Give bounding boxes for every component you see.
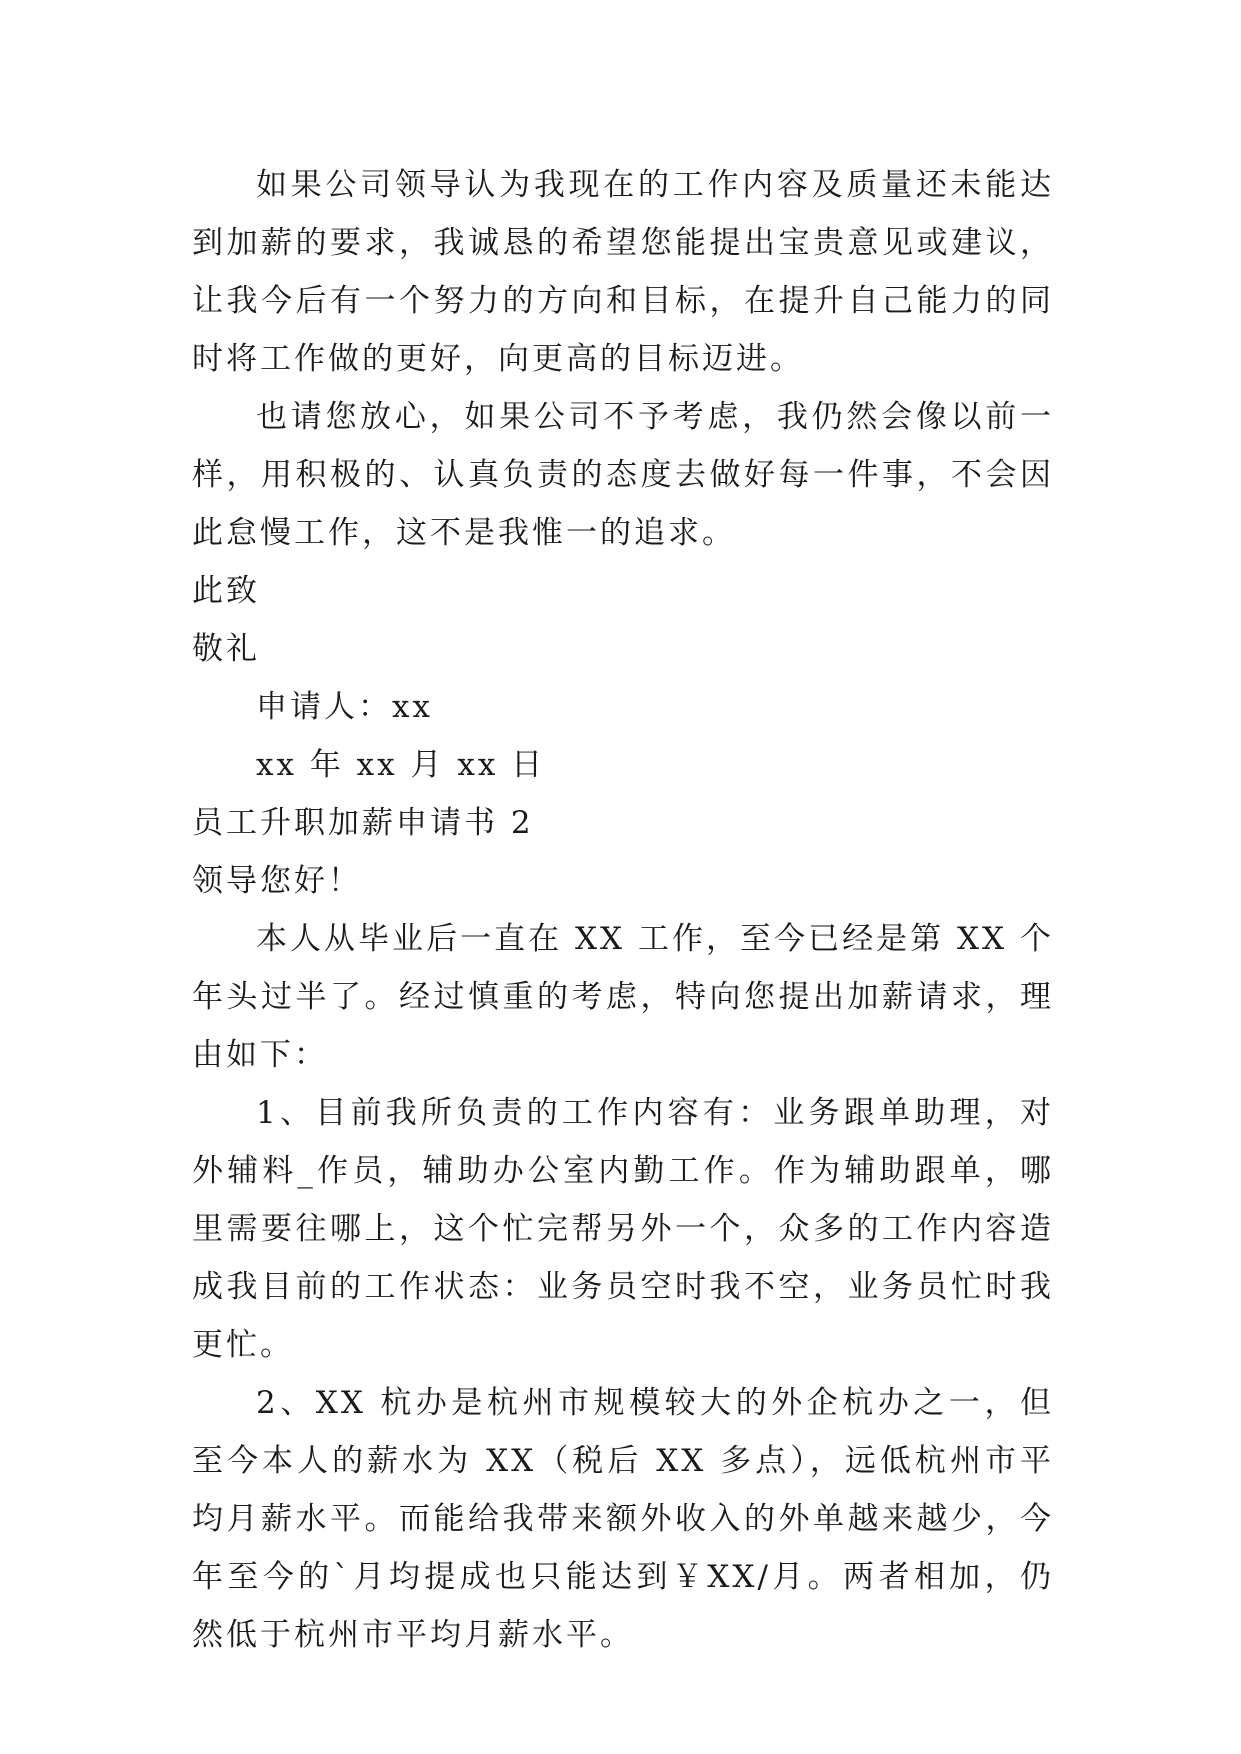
greeting: 领导您好！ xyxy=(192,863,362,899)
closing-regards: 敬礼 xyxy=(192,631,260,667)
signature-date: xx 年 xx 月 xx 日 xyxy=(256,747,546,783)
paragraph-feedback-request: 如果公司领导认为我现在的工作内容及质量还未能达到加薪的要求，我诚恳的希望您能提出宝贵意见或建议，让我今后有一个努力的方向和目标，在提升自己能力的同时将工作做的更好，向更高的目标迈进。 xyxy=(192,167,1054,377)
paragraph-introduction: 本人从毕业后一直在 XX 工作，至今已经是第 XX 个年头过半了。经过慎重的考虑，特向您提出加薪请求，理由如下： xyxy=(192,921,1054,1073)
closing-salutation: 此致 xyxy=(192,573,260,609)
document-body xyxy=(192,156,1054,1664)
section-title: 员工升职加薪申请书 2 xyxy=(192,805,534,841)
applicant-signature: 申请人：xx xyxy=(256,689,433,725)
paragraph-reason-1: 1、目前我所负责的工作内容有：业务跟单助理，对外辅料_作员，辅助办公室内勤工作。作为辅助跟单，哪里需要往哪上，这个忙完帮另外一个，众多的工作内容造成我目前的工作状态：业务员空时我不空，业务员忙时我更忙。 xyxy=(192,1095,1054,1363)
paragraph-commitment: 也请您放心，如果公司不予考虑，我仍然会像以前一样，用积极的、认真负责的态度去做好每一件事，不会因此怠慢工作，这不是我惟一的追求。 xyxy=(192,399,1054,551)
paragraph-reason-2: 2、XX 杭办是杭州市规模较大的外企杭办之一，但至今本人的薪水为 XX（税后 XX 多点），远低杭州市平均月薪水平。而能给我带来额外收入的外单越来越少，今年至今的`月均提成也只能达到￥XX/月。两者相加，仍然低于杭州市平均月薪水平。 xyxy=(192,1385,1054,1653)
